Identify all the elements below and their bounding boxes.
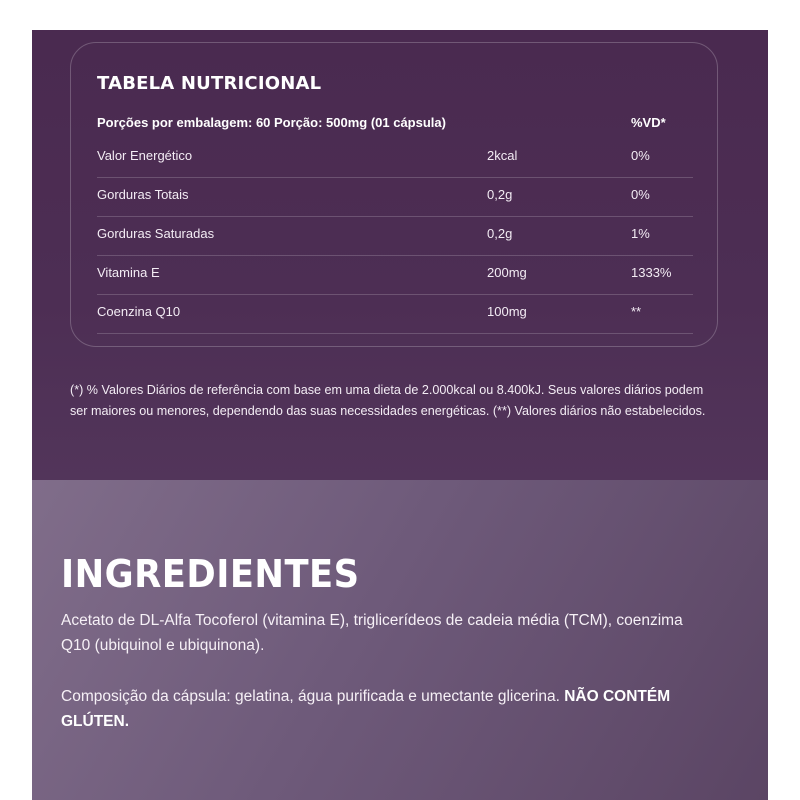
nutrient-amount: 0,2g <box>487 226 513 241</box>
nutrient-amount: 100mg <box>487 304 527 319</box>
table-row <box>97 139 693 178</box>
nutrient-vd: ** <box>631 304 642 319</box>
nutrient-amount: 0,2g <box>487 187 513 202</box>
portions-header: Porções por embalagem: 60 Porção: 500mg (01 cápsula) <box>97 115 446 130</box>
nutrition-section <box>32 30 768 480</box>
nutrient-vd: 0% <box>631 187 650 202</box>
nutrition-table-header <box>97 115 693 137</box>
nutrient-vd: 1333% <box>631 265 672 280</box>
nutrient-vd: 0% <box>631 148 650 163</box>
capsule-composition <box>61 684 711 734</box>
table-row <box>97 217 693 256</box>
vd-header: %VD* <box>631 115 666 130</box>
capsule-text: Composição da cápsula: gelatina, água purificada e umectante glicerina. <box>61 688 560 705</box>
ingredients-title: INGREDIENTES <box>61 552 360 596</box>
nutrition-table-title: TABELA NUTRICIONAL <box>97 73 322 94</box>
ingredients-section <box>32 480 768 800</box>
ingredients-text: Acetato de DL-Alfa Tocoferol (vitamina E), triglicerídeos de cadeia média (TCM), coenzima Q10 (ubiquinol e ubiquinona). <box>61 612 683 654</box>
nutrient-name: Coenzina Q10 <box>97 304 181 319</box>
nutrient-name: Gorduras Saturadas <box>97 226 215 241</box>
table-row <box>97 295 693 334</box>
nutrition-rows <box>97 139 693 334</box>
nutrition-footnote: (*) % Valores Diários de referência com base em uma dieta de 2.000kcal ou 8.400kJ. Seus valores diários podem ser maiores ou menores, dependendo das suas necessidades energéticas. (**) Valores diários não estabelecidos. <box>70 383 706 418</box>
nutrient-amount: 200mg <box>487 265 527 280</box>
nutrient-vd: 1% <box>631 226 650 241</box>
nutrient-amount: 2kcal <box>487 148 518 163</box>
nutrient-name: Valor Energético <box>97 148 193 163</box>
nutrient-name: Vitamina E <box>97 265 160 280</box>
product-info-panel <box>32 30 768 800</box>
gluten-warning: NÃO CONTÉM GLÚTEN. <box>61 688 671 730</box>
table-row <box>97 178 693 217</box>
table-row <box>97 256 693 295</box>
nutrient-name: Gorduras Totais <box>97 187 189 202</box>
nutrition-table <box>70 42 718 347</box>
